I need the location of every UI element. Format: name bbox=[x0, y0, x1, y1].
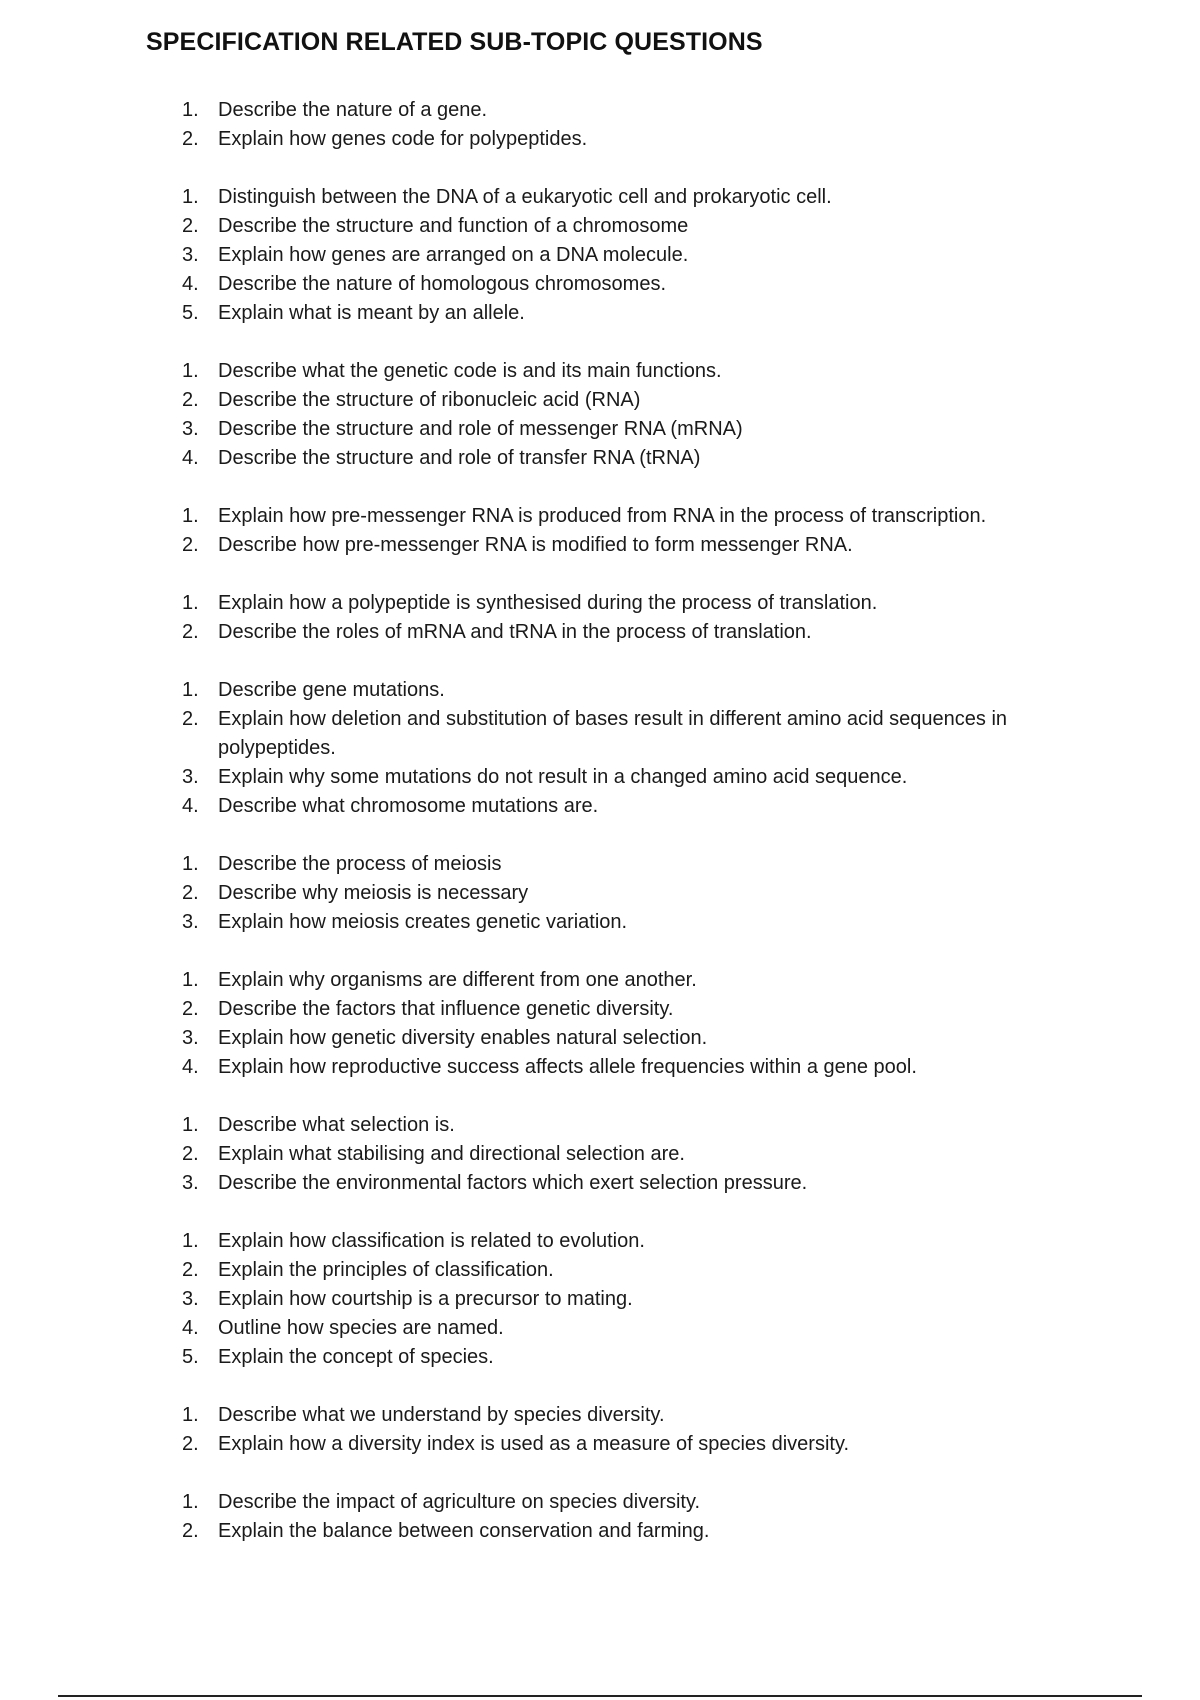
question-item bbox=[0, 241, 1200, 270]
question-number: 1. bbox=[182, 186, 199, 208]
question-group bbox=[0, 850, 1200, 937]
question-item bbox=[0, 1169, 1200, 1198]
question-item bbox=[0, 1343, 1200, 1372]
question-number: 2. bbox=[182, 534, 199, 556]
question-text: Describe the structure and role of messenger RNA (mRNA) bbox=[218, 418, 743, 440]
question-number: 4. bbox=[182, 447, 199, 469]
question-text: Explain the balance between conservation and farming. bbox=[218, 1520, 710, 1542]
question-text: Explain what stabilising and directional selection are. bbox=[218, 1143, 685, 1165]
question-item bbox=[0, 589, 1200, 618]
question-number: 3. bbox=[182, 1288, 199, 1310]
question-number: 4. bbox=[182, 1056, 199, 1078]
question-item bbox=[0, 763, 1200, 792]
question-text: Explain how reproductive success affects allele frequencies within a gene pool. bbox=[218, 1056, 917, 1078]
question-number: 3. bbox=[182, 1027, 199, 1049]
question-item bbox=[0, 705, 1200, 763]
question-text: Explain what is meant by an allele. bbox=[218, 302, 525, 324]
question-text: Explain why some mutations do not result in a changed amino acid sequence. bbox=[218, 766, 908, 788]
question-item bbox=[0, 125, 1200, 154]
question-text: Describe what the genetic code is and its main functions. bbox=[218, 360, 722, 382]
question-item bbox=[0, 879, 1200, 908]
question-number: 1. bbox=[182, 1491, 199, 1513]
question-number: 2. bbox=[182, 1143, 199, 1165]
question-item bbox=[0, 1285, 1200, 1314]
question-item bbox=[0, 270, 1200, 299]
question-number: 1. bbox=[182, 505, 199, 527]
question-number: 3. bbox=[182, 1172, 199, 1194]
question-text: Describe the structure of ribonucleic acid (RNA) bbox=[218, 389, 641, 411]
question-number: 1. bbox=[182, 592, 199, 614]
question-text: Outline how species are named. bbox=[218, 1317, 504, 1339]
question-number: 2. bbox=[182, 1520, 199, 1542]
question-item bbox=[0, 1111, 1200, 1140]
question-number: 3. bbox=[182, 418, 199, 440]
question-number: 4. bbox=[182, 273, 199, 295]
question-number: 2. bbox=[182, 621, 199, 643]
question-text: Describe why meiosis is necessary bbox=[218, 882, 529, 904]
question-text: Describe the roles of mRNA and tRNA in the process of translation. bbox=[218, 621, 812, 643]
question-item bbox=[0, 1314, 1200, 1343]
question-number: 1. bbox=[182, 1114, 199, 1136]
question-item bbox=[0, 618, 1200, 647]
question-item bbox=[0, 1053, 1200, 1082]
question-item bbox=[0, 531, 1200, 560]
question-text: Describe the nature of a gene. bbox=[218, 99, 488, 121]
footer-divider bbox=[58, 1695, 1142, 1697]
question-number: 2. bbox=[182, 215, 199, 237]
question-item bbox=[0, 502, 1200, 531]
question-text: Describe the factors that influence genetic diversity. bbox=[218, 998, 674, 1020]
question-text: Explain the concept of species. bbox=[218, 1346, 494, 1368]
question-text: Explain how genes code for polypeptides. bbox=[218, 128, 588, 150]
question-groups bbox=[0, 96, 1200, 1575]
question-text: Describe gene mutations. bbox=[218, 679, 445, 701]
question-number: 2. bbox=[182, 882, 199, 904]
question-number: 1. bbox=[182, 99, 199, 121]
question-item bbox=[0, 444, 1200, 473]
question-item bbox=[0, 415, 1200, 444]
question-item bbox=[0, 908, 1200, 937]
question-text: Describe what selection is. bbox=[218, 1114, 455, 1136]
question-number: 2. bbox=[182, 708, 199, 730]
question-text: Explain why organisms are different from one another. bbox=[218, 969, 697, 991]
question-number: 5. bbox=[182, 302, 199, 324]
question-group bbox=[0, 1227, 1200, 1372]
question-item bbox=[0, 966, 1200, 995]
question-number: 5. bbox=[182, 1346, 199, 1368]
question-group bbox=[0, 589, 1200, 647]
question-number: 4. bbox=[182, 795, 199, 817]
question-text: Explain how classification is related to evolution. bbox=[218, 1230, 645, 1252]
question-item bbox=[0, 995, 1200, 1024]
question-text: Describe what we understand by species diversity. bbox=[218, 1404, 665, 1426]
question-item bbox=[0, 1024, 1200, 1053]
question-item bbox=[0, 850, 1200, 879]
question-text: Describe the process of meiosis bbox=[218, 853, 502, 875]
question-text: Explain how courtship is a precursor to mating. bbox=[218, 1288, 633, 1310]
question-number: 3. bbox=[182, 244, 199, 266]
question-item bbox=[0, 299, 1200, 328]
question-number: 4. bbox=[182, 1317, 199, 1339]
question-number: 1. bbox=[182, 360, 199, 382]
question-group bbox=[0, 502, 1200, 560]
question-item bbox=[0, 183, 1200, 212]
question-text: Explain how pre-messenger RNA is produced from RNA in the process of transcription. bbox=[218, 505, 987, 527]
question-text: Describe how pre-messenger RNA is modified to form messenger RNA. bbox=[218, 534, 853, 556]
question-number: 3. bbox=[182, 766, 199, 788]
question-group bbox=[0, 1111, 1200, 1198]
question-text: Distinguish between the DNA of a eukaryotic cell and prokaryotic cell. bbox=[218, 186, 832, 208]
question-text: Explain how meiosis creates genetic variation. bbox=[218, 911, 628, 933]
question-number: 2. bbox=[182, 1433, 199, 1455]
question-item bbox=[0, 1517, 1200, 1546]
question-group bbox=[0, 1488, 1200, 1546]
question-text: Explain how deletion and substitution of bases result in different amino acid sequences in polypeptides. bbox=[218, 708, 1008, 759]
question-text: Describe the impact of agriculture on species diversity. bbox=[218, 1491, 701, 1513]
question-group bbox=[0, 357, 1200, 473]
question-number: 1. bbox=[182, 853, 199, 875]
question-number: 2. bbox=[182, 128, 199, 150]
question-number: 3. bbox=[182, 911, 199, 933]
question-item bbox=[0, 96, 1200, 125]
question-number: 2. bbox=[182, 998, 199, 1020]
question-number: 2. bbox=[182, 1259, 199, 1281]
question-number: 2. bbox=[182, 389, 199, 411]
question-text: Explain how a polypeptide is synthesised during the process of translation. bbox=[218, 592, 878, 614]
question-text: Describe what chromosome mutations are. bbox=[218, 795, 599, 817]
question-item bbox=[0, 1256, 1200, 1285]
question-item bbox=[0, 212, 1200, 241]
page-title: SPECIFICATION RELATED SUB-TOPIC QUESTIONS bbox=[146, 28, 763, 56]
question-group bbox=[0, 96, 1200, 154]
question-group bbox=[0, 676, 1200, 821]
question-number: 1. bbox=[182, 1404, 199, 1426]
question-number: 1. bbox=[182, 969, 199, 991]
question-number: 1. bbox=[182, 679, 199, 701]
question-item bbox=[0, 676, 1200, 705]
question-text: Explain how genetic diversity enables natural selection. bbox=[218, 1027, 708, 1049]
question-item bbox=[0, 357, 1200, 386]
question-text: Describe the environmental factors which exert selection pressure. bbox=[218, 1172, 808, 1194]
question-text: Describe the structure and function of a chromosome bbox=[218, 215, 689, 237]
question-text: Describe the structure and role of transfer RNA (tRNA) bbox=[218, 447, 701, 469]
question-number: 1. bbox=[182, 1230, 199, 1252]
question-item bbox=[0, 792, 1200, 821]
question-item bbox=[0, 386, 1200, 415]
question-item bbox=[0, 1430, 1200, 1459]
question-item bbox=[0, 1140, 1200, 1169]
question-text: Explain the principles of classification. bbox=[218, 1259, 554, 1281]
question-group bbox=[0, 966, 1200, 1082]
question-group bbox=[0, 1401, 1200, 1459]
question-item bbox=[0, 1488, 1200, 1517]
question-text: Describe the nature of homologous chromosomes. bbox=[218, 273, 667, 295]
question-item bbox=[0, 1227, 1200, 1256]
question-item bbox=[0, 1401, 1200, 1430]
question-text: Explain how genes are arranged on a DNA molecule. bbox=[218, 244, 689, 266]
question-group bbox=[0, 183, 1200, 328]
question-text: Explain how a diversity index is used as a measure of species diversity. bbox=[218, 1433, 850, 1455]
